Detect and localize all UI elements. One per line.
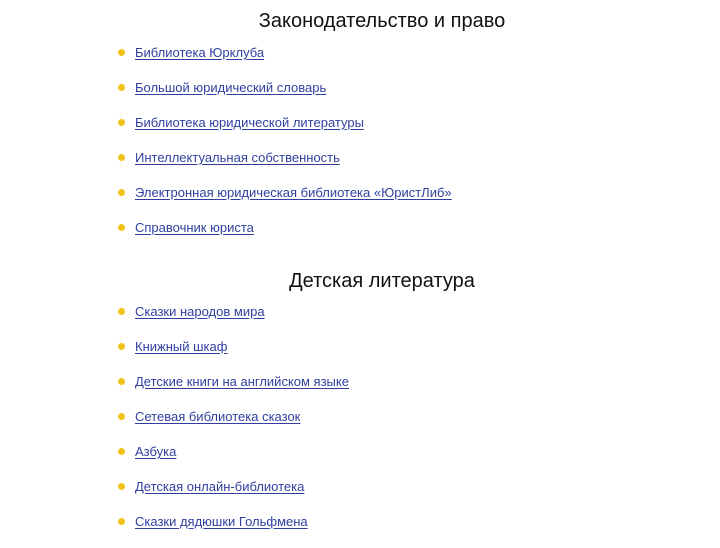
list-item — [118, 443, 349, 478]
section-title-law: Законодательство и право — [258, 10, 506, 32]
list-item — [118, 44, 452, 79]
bullet-icon — [118, 483, 125, 490]
list-item — [118, 513, 349, 548]
bullet-icon — [118, 308, 125, 315]
link-azbuka[interactable]: Азбука — [135, 444, 177, 459]
list-item — [118, 478, 349, 513]
link-lawyer-handbook[interactable]: Справочник юриста — [135, 220, 254, 235]
link-bookshelf[interactable]: Книжный шкаф — [135, 339, 228, 354]
link-intellectual-property[interactable]: Интеллектуальная собственность — [135, 150, 340, 165]
bullet-icon — [118, 413, 125, 420]
link-kids-online-library[interactable]: Детская онлайн-библиотека — [135, 479, 305, 494]
bullet-icon — [118, 84, 125, 91]
list-item — [118, 408, 349, 443]
list-item — [118, 114, 452, 149]
link-world-fairy-tales[interactable]: Сказки народов мира — [135, 304, 265, 319]
link-english-kids-books[interactable]: Детские книги на английском языке — [135, 374, 349, 389]
link-legal-literature-library[interactable]: Библиотека юридической литературы — [135, 115, 364, 130]
list-item — [118, 303, 349, 338]
list-item — [118, 338, 349, 373]
bullet-icon — [118, 119, 125, 126]
bullet-icon — [118, 448, 125, 455]
bullet-icon — [118, 378, 125, 385]
list-item — [118, 184, 452, 219]
section-title-kids: Детская литература — [289, 270, 475, 292]
list-item — [118, 79, 452, 114]
link-fairy-tale-library[interactable]: Сетевая библиотека сказок — [135, 409, 301, 424]
link-legal-dictionary[interactable]: Большой юридический словарь — [135, 80, 327, 95]
bullet-icon — [118, 224, 125, 231]
law-link-list — [118, 44, 452, 254]
bullet-icon — [118, 343, 125, 350]
bullet-icon — [118, 49, 125, 56]
list-item — [118, 219, 452, 254]
link-yuristlib[interactable]: Электронная юридическая библиотека «ЮристЛиб» — [135, 185, 452, 200]
link-yurclub-library[interactable]: Библиотека Юрклуба — [135, 45, 265, 60]
bullet-icon — [118, 518, 125, 525]
list-item — [118, 373, 349, 408]
link-uncle-golfmen-tales[interactable]: Сказки дядюшки Гольфмена — [135, 514, 308, 529]
bullet-icon — [118, 154, 125, 161]
kids-link-list — [118, 303, 349, 548]
list-item — [118, 149, 452, 184]
bullet-icon — [118, 189, 125, 196]
